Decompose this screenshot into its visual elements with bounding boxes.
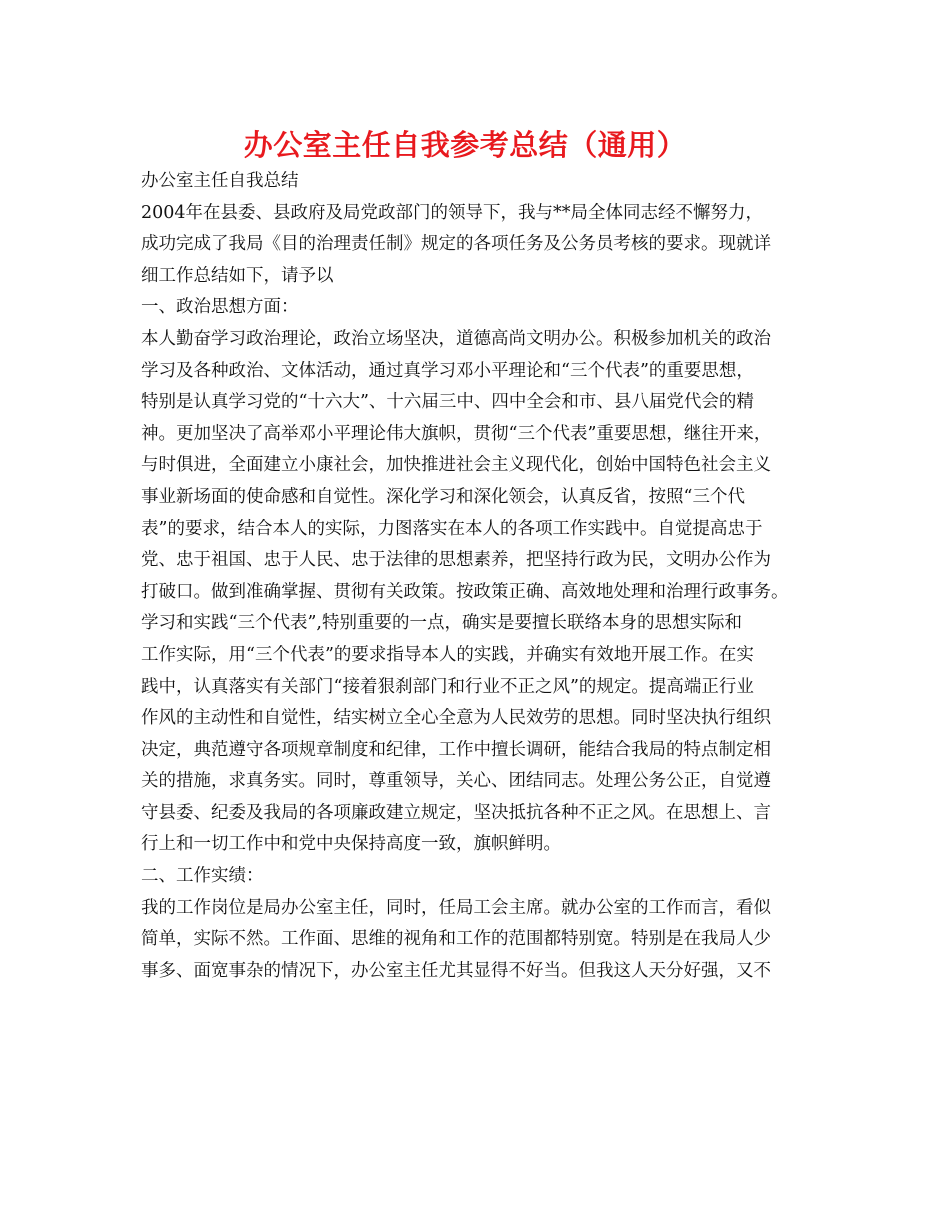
document-title: 办公室主任自我参考总结（通用）	[243, 128, 687, 162]
section-heading: 一、政治思想方面：	[141, 297, 299, 318]
text-line: 学习及各种政治、文体活动，通过真学习邓小平理论和“三个代表”的重要思想，	[141, 360, 754, 381]
text-line: 党、忠于祖国、忠于人民、忠于法律的思想素养，把坚持行政为民，文明办公作为	[141, 550, 771, 571]
text-line: 工作实际，用“三个代表”的要求指导本人的实践，并确实有效地开展工作。在实	[141, 644, 754, 665]
text-line: 2004年在县委、县政府及局党政部门的领导下，我与**局全体同志经不懈努力，	[141, 202, 764, 223]
text-line: 办公室主任自我总结	[141, 171, 299, 191]
text-line: 打破口。做到准确掌握、贯彻有关政策。按政策正确、高效地处理和治理行政事务。	[141, 581, 789, 602]
text-line: 本人勤奋学习政治理论，政治立场坚决，道德高尚文明办公。积极参加机关的政治	[141, 328, 771, 349]
text-line: 事业新场面的使命感和自觉性。深化学习和深化领会，认真反省，按照“三个代	[141, 486, 745, 507]
text-line: 决定，典范遵守各项规章制度和纪律，工作中擅长调研，能结合我局的特点制定相	[141, 739, 771, 760]
text-line: 简单，实际不然。工作面、思维的视角和工作的范围都特别宽。特别是在我局人少	[141, 929, 771, 950]
document-body	[141, 166, 821, 987]
text-line: 与时俱进，全面建立小康社会，加快推进社会主义现代化，创始中国特色社会主义	[141, 455, 771, 476]
section-heading: 二、工作实绩：	[141, 866, 264, 887]
text-line: 表”的要求，结合本人的实际，力图落实在本人的各项工作实践中。自觉提高忠于	[141, 518, 763, 539]
text-line: 特别是认真学习党的“十六大”、十六届三中、四中全会和市、县八届党代会的精	[141, 392, 754, 413]
text-line: 我的工作岗位是局办公室主任，同时，任局工会主席。就办公室的工作而言，看似	[141, 897, 771, 918]
text-line: 践中，认真落实有关部门“接着狠刹部门和行业不正之风”的规定。提高端正行业	[141, 676, 754, 697]
text-line: 事多、面宽事杂的情况下，办公室主任尤其显得不好当。但我这人天分好强，又不	[141, 960, 771, 981]
text-line: 学习和实践“三个代表”,特别重要的一点，确实是要擅长联络本身的思想实际和	[141, 613, 742, 634]
text-line: 神。更加坚决了高举邓小平理论伟大旗帜，贯彻“三个代表”重要思想，继往开来，	[141, 423, 772, 444]
text-line: 关的措施，求真务实。同时，尊重领导，关心、团结同志。处理公务公正，自觉遵	[141, 771, 771, 792]
text-line: 作风的主动性和自觉性，结实树立全心全意为人民效劳的思想。同时坚决执行组织	[141, 708, 771, 729]
text-line: 守县委、纪委及我局的各项廉政建立规定，坚决抵抗各种不正之风。在思想上、言	[141, 802, 771, 823]
text-line: 成功完成了我局《目的治理责任制》规定的各项任务及公务员考核的要求。现就详	[141, 234, 771, 255]
text-line: 细工作总结如下，请予以	[141, 265, 334, 286]
text-line: 行上和一切工作中和党中央保持高度一致，旗帜鲜明。	[141, 834, 561, 855]
